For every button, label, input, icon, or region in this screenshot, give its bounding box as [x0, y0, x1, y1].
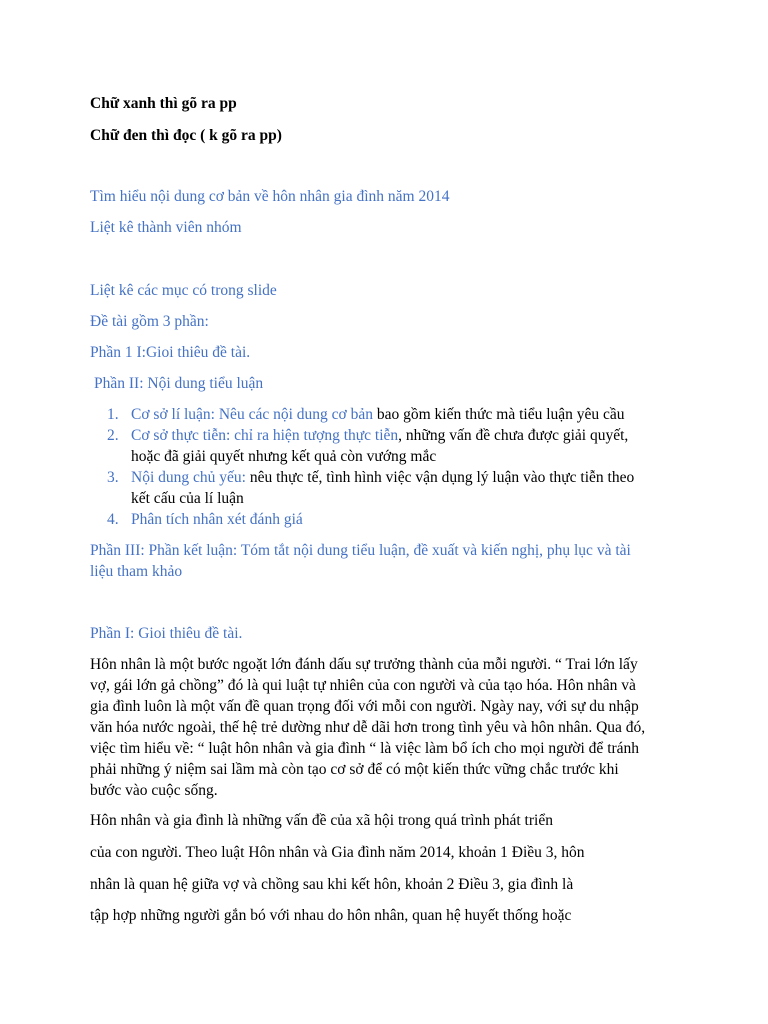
list-item-blue-text: Cơ sở thực tiễn: chỉ ra hiện tượng thực tiễn — [131, 427, 399, 444]
topic-title: Tìm hiểu nội dung cơ bản về hôn nhân gia đình năm 2014 — [90, 188, 450, 205]
part-1-line: Phần 1 I:Gioi thiêu đề tài. — [90, 344, 251, 361]
paragraph-line: gia đình luôn là một vấn đề quan trọng đối với mỗi con người. Ngày nay, với sự du nhập — [90, 698, 639, 715]
list-item-black-text: , những vấn đề chưa được giải quyết, — [398, 427, 629, 444]
list-item-blue-text: Nội dung chủ yếu: — [131, 469, 246, 486]
members-line: Liệt kê thành viên nhóm — [90, 219, 242, 236]
list-item-black-text: nêu thực tế, tình hình việc vận dụng lý luận vào thực tiễn theo — [245, 469, 635, 486]
paragraph-line: của con người. Theo luật Hôn nhân và Gia đình năm 2014, khoản 1 Điều 3, hôn — [90, 844, 585, 861]
instruction-black-text: Chữ đen thì đọc ( k gõ ra pp) — [90, 127, 282, 144]
list-item-continuation: hoặc đã giải quyết nhưng kết quả còn vướng mắc — [131, 448, 437, 465]
paragraph-line: Hôn nhân và gia đình là những vấn đề của xã hội trong quá trình phát triển — [90, 812, 553, 829]
list-item — [131, 404, 625, 425]
list-item-number: 1. — [107, 406, 119, 423]
instruction-blue-text: Chữ xanh thì gõ ra pp — [90, 95, 237, 112]
parts-heading: Đề tài gồm 3 phần: — [90, 313, 209, 330]
paragraph-line: việc tìm hiểu về: “ luật hôn nhân và gia đình “ là việc làm bổ ích cho mọi người để tránh — [90, 740, 640, 757]
part-3-line-continuation: liệu tham khảo — [90, 563, 183, 580]
part-3-line: Phần III: Phần kết luận: Tóm tắt nội dung tiểu luận, đề xuất và kiến nghị, phụ lục và tài — [90, 542, 631, 559]
list-item-number: 2. — [107, 427, 119, 444]
section-1-heading: Phần I: Gioi thiêu đề tài. — [90, 625, 243, 642]
list-item-black-text: bao gồm kiến thức mà tiểu luận yêu cầu — [372, 406, 625, 423]
list-item-number: 4. — [107, 511, 119, 528]
part-2-line: Phần II: Nội dung tiểu luận — [94, 375, 264, 392]
list-item — [131, 467, 634, 488]
paragraph-line: Hôn nhân là một bước ngoặt lớn đánh dấu sự trưởng thành của mỗi người. “ Trai lớn lấy — [90, 656, 638, 673]
list-item: Phân tích nhân xét đánh giá — [131, 511, 303, 528]
list-item — [131, 425, 628, 446]
list-item-number: 3. — [107, 469, 119, 486]
paragraph-line: vợ, gái lớn gả chồng” đó là qui luật tự nhiên của con người và của tạo hóa. Hôn nhân và — [90, 677, 636, 694]
paragraph-line: văn hóa nước ngoài, thế hệ trẻ dường như dễ dãi hơn trong tình yêu và hôn nhân. Qua đó, — [90, 719, 646, 736]
slide-list-heading: Liệt kê các mục có trong slide — [90, 282, 277, 299]
paragraph-line: phải những ý niệm sai lầm mà còn tạo cơ sở để có một kiến thức vững chắc trước khi — [90, 761, 619, 778]
paragraph-line: tập hợp những người gắn bó với nhau do hôn nhân, quan hệ huyết thống hoặc — [90, 907, 572, 924]
paragraph-line: nhân là quan hệ giữa vợ và chồng sau khi kết hôn, khoản 2 Điều 3, gia đình là — [90, 876, 574, 893]
paragraph-line: bước vào cuộc sống. — [90, 782, 218, 799]
list-item-blue-text: Cơ sở lí luận: Nêu các nội dung cơ bản — [131, 406, 373, 423]
list-item-continuation: kết cấu của lí luận — [131, 490, 244, 507]
